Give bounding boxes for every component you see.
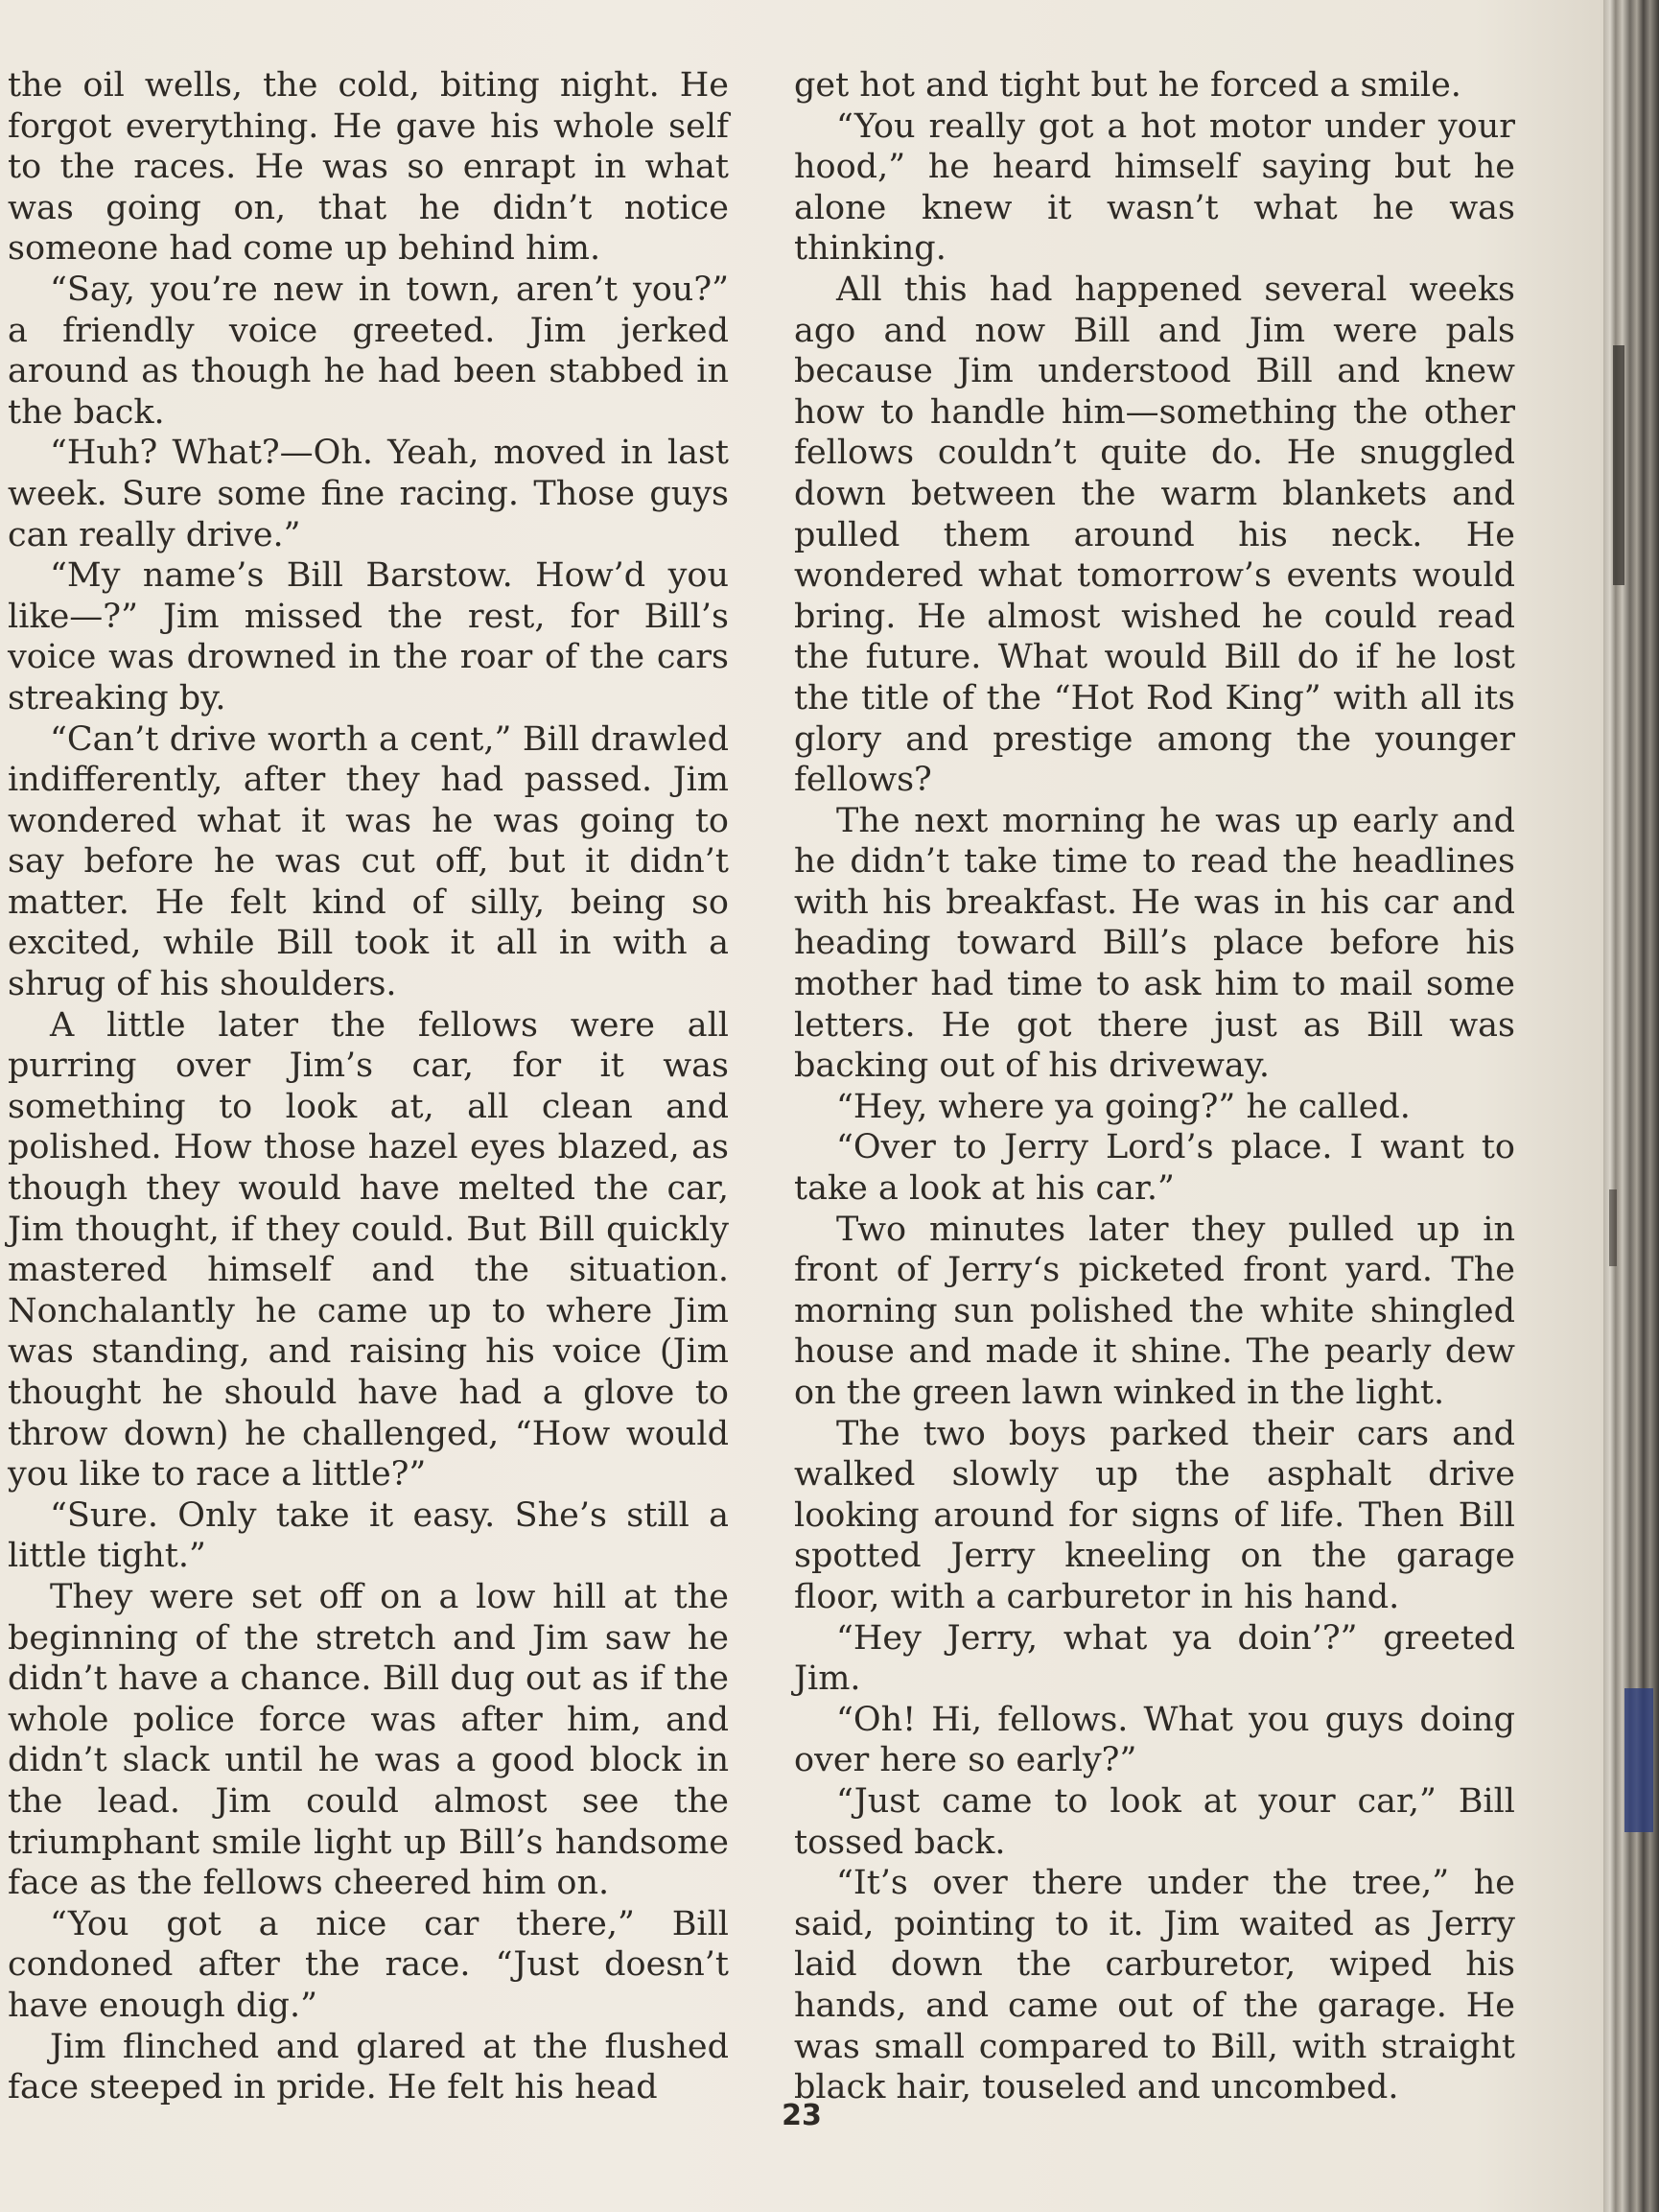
paragraph: “Hey Jerry, what ya doin’?” greeted Jim. [794, 1618, 1515, 1699]
paragraph: “Can’t drive worth a cent,” Bill drawled indifferently, after they had passed. Jim wondered what it was he was going to say before he was cut off, but it didn’t matter. He felt kind of silly, being so excited, while Bill took it all in with a shrug of his shoulders. [8, 719, 729, 1004]
right-text-column [794, 65, 1515, 2108]
paragraph: get hot and tight but he forced a smile. [794, 66, 1461, 105]
paragraph: Jim flinched and glared at the flushed face steeped in pride. He felt his head [8, 2027, 729, 2107]
paragraph: “Sure. Only take it easy. She’s still a little tight.” [8, 1495, 729, 1576]
paragraph: “You got a nice car there,” Bill condoned after the race. “Just doesn’t have enough dig.” [8, 1904, 729, 2025]
paragraph: “Just came to look at your car,” Bill tossed back. [794, 1781, 1515, 1862]
paragraph: A little later the fellows were all purring over Jim’s car, for it was something to look at, all clean and polished. How those hazel eyes blazed, as though they would have melted the car, Jim thought, if they could. But Bill quickly mastered himself and the situation. Nonchalantly he came up to where Jim was standing, and raising his voice (Jim thought he should have had a glove to throw down) he challenged, “How would you like to race a little?” [8, 1005, 729, 1494]
paragraph: “Huh? What?—Oh. Yeah, moved in last week. Sure some fine racing. Those guys can really drive.” [8, 434, 729, 554]
paragraph: “Oh! Hi, fellows. What you guys doing over here so early?” [794, 1700, 1515, 1780]
paragraph: “Over to Jerry Lord’s place. I want to take a look at his car.” [794, 1128, 1515, 1209]
left-text-column [8, 65, 729, 2108]
paragraph: The next morning he was up early and he didn’t take time to read the headlines with his breakfast. He was in his car and heading toward Bill’s place before his mother had time to ask him to mail some letters. He got there just as Bill was backing out of his driveway. [794, 801, 1515, 1086]
book-spine-edge [1603, 0, 1659, 2212]
paragraph: the oil wells, the cold, biting night. He forgot everything. He gave his whole self to the races. He was so enrapt in what was going on, that he didn’t notice someone had come up behind him. [8, 66, 729, 269]
page-number: 23 [782, 2099, 822, 2132]
paragraph: “It’s over there under the tree,” he said, pointing to it. Jim waited as Jerry laid down the carburetor, wiped his hands, and came out of the garage. He was small compared to Bill, with straight black hair, touseled and uncombed. [794, 1864, 1515, 2107]
paragraph: “Hey, where ya going?” he called. [836, 1087, 1411, 1126]
paragraph: “Say, you’re new in town, aren’t you?” a friendly voice greeted. Jim jerked around as though he had been stabbed in the back. [8, 270, 729, 432]
paragraph: Two minutes later they pulled up in front of Jerry‘s picketed front yard. The morning sun polished the white shingled house and made it shine. The pearly dew on the green lawn winked in the light. [794, 1210, 1515, 1412]
paragraph: “You really got a hot motor under your hood,” he heard himself saying but he alone knew it wasn’t what he was thinking. [794, 106, 1515, 269]
paragraph: All this had happened several weeks ago and now Bill and Jim were pals because Jim understood Bill and knew how to handle him—something the other fellows couldn’t quite do. He snuggled down between the warm blankets and pulled them around his neck. He wondered what tomorrow’s events would bring. He almost wished he could read the future. What would Bill do if he lost the title of the “Hot Rod King” with all its glory and prestige among the younger fellows? [794, 270, 1515, 800]
paragraph: “My name’s Bill Barstow. How’d you like—?” Jim missed the rest, for Bill’s voice was drowned in the roar of the cars streaking by. [8, 556, 729, 718]
paragraph: They were set off on a low hill at the beginning of the stretch and Jim saw he didn’t have a chance. Bill dug out as if the whole police force was after him, and didn’t slack until he was a good block in the lead. Jim could almost see the triumphant smile light up Bill’s handsome face as the fellows cheered him on. [8, 1577, 729, 1903]
paragraph: The two boys parked their cars and walked slowly up the asphalt drive looking around for signs of life. Then Bill spotted Jerry kneeling on the garage floor, with a carburetor in his hand. [794, 1414, 1515, 1616]
